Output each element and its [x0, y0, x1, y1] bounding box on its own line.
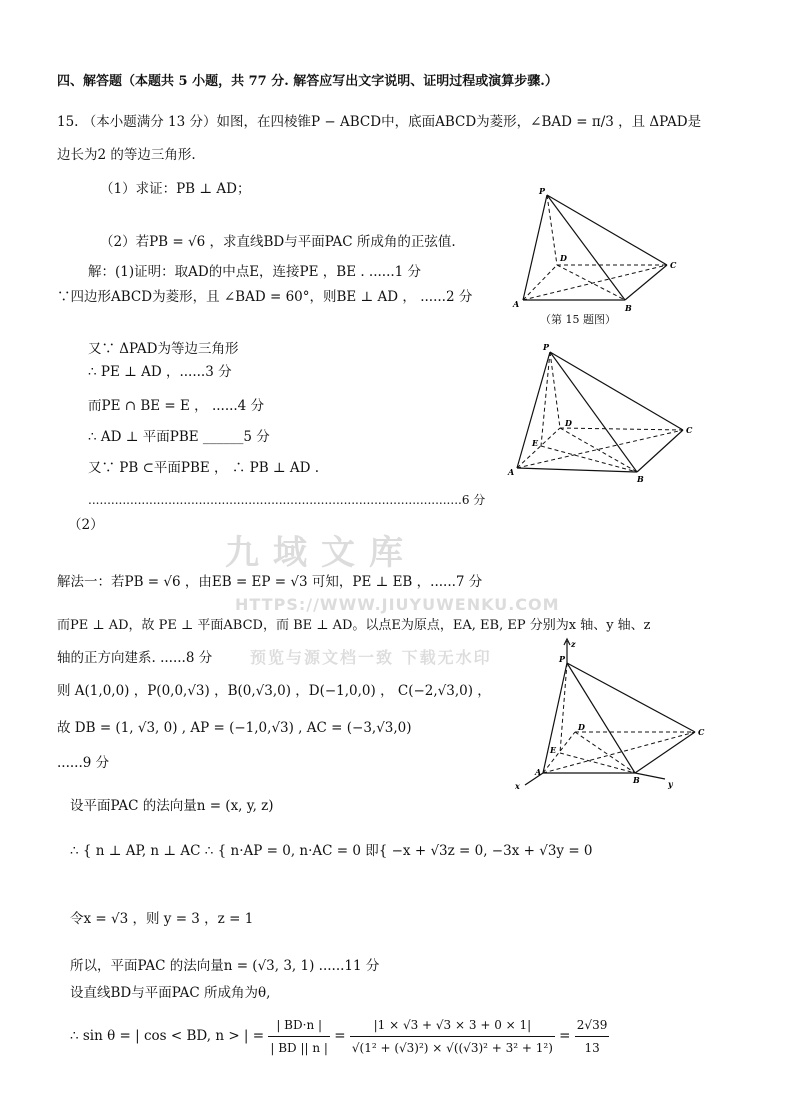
solution-line: 设平面PAC 的法向量n = (x, y, z) [70, 798, 274, 814]
watermark-title: 九域文库 [225, 533, 417, 573]
solution-line: ......9 分 [57, 755, 110, 771]
solution-line: 又∵ PB ⊂平面PBE ， ∴ PB ⊥ AD . [88, 460, 320, 476]
problem-part2: （2）若PB = √6 ，求直线BD与平面PAC 所成角的正弦值. [100, 234, 456, 250]
label-a: A [508, 467, 515, 477]
label-c: C [698, 727, 705, 737]
solution-line: ∴ PE ⊥ AD ，......3 分 [88, 364, 232, 380]
label-a: A [535, 767, 542, 777]
numerator: |1 × √3 + √3 × 3 + 0 × 1| [350, 1014, 555, 1037]
label-a: A [513, 299, 520, 309]
label-b: B [637, 474, 644, 484]
denominator: √(1² + (√3)²) × √((√3)² + 3² + 1²) [351, 1041, 553, 1055]
final-formula: ∴ sin θ = | cos < BD, n > | = $\frac{| BD\cdot n |}{| BD || n |}$ = $\frac{|1 \times √3 + √3 \times 3 + 0 \times 1|}{\text{√(1² + (√3)²) × √((√3)² + 3² + 1²)}}$ = $\frac{2√39}{13}$ [70, 1014, 609, 1059]
solution-line: 而PE ∩ BE = E ， ......4 分 [88, 398, 265, 414]
solution-line: ∴ AD ⊥ 平面PBE ______5 分 [88, 429, 270, 445]
label-d: D [578, 722, 585, 732]
label-p: P [543, 342, 550, 352]
pyramid-figure-3 [505, 635, 705, 795]
label-x: x [515, 781, 520, 791]
label-p: P [539, 186, 546, 196]
fraction [350, 1014, 555, 1059]
label-c: C [686, 425, 693, 435]
fraction [268, 1014, 330, 1059]
solution-line: 故 DB = (1, √3, 0) , AP = (−1,0,√3) , AC = (−3,√3,0) [57, 720, 412, 736]
denominator: | BD || n | [270, 1041, 328, 1055]
pyramid-figure-2 [505, 340, 705, 485]
solution-line: 设直线BD与平面PAC 所成角为θ, [70, 985, 271, 1001]
label-c: C [670, 260, 677, 270]
problem-statement-line2: 边长为2 的等边三角形. [57, 147, 196, 163]
numerator: | BD·n | [268, 1014, 330, 1037]
solution-line: ∵四边形ABCD为菱形，且 ∠BAD = 60°，则BE ⊥ AD ， ......2 分 [57, 289, 473, 305]
problem-statement-line1: 15. （本小题满分 13 分）如图，在四棱锥P − ABCD中，底面ABCD为菱形，∠BAD = π/3 ，且 ΔPAD是 [57, 114, 702, 130]
fraction [575, 1014, 610, 1059]
section-heading: 四、解答题（本题共 5 小题，共 77 分. 解答应写出文字说明、证明过程或演算步骤.） [57, 74, 558, 89]
figure-caption: （第 15 题图） [540, 313, 616, 326]
problem-part1: （1）求证：PB ⊥ AD； [100, 181, 251, 197]
solution-line: 而PE ⊥ AD，故 PE ⊥ 平面ABCD，而 BE ⊥ AD。以点E为原点，EA, EB, EP 分别为x 轴、y 轴、z [57, 618, 651, 633]
label-z: z [571, 639, 576, 649]
solution-line: ∴ { n ⊥ AP, n ⊥ AC ∴ { n·AP = 0, n·AC = 0 即{ −x + √3z = 0, −3x + √3y = 0 [70, 843, 593, 859]
label-y: y [668, 779, 673, 789]
pyramid-figure-1 [505, 185, 695, 315]
label-e: E [532, 438, 539, 448]
solution-line: 所以，平面PAC 的法向量n = (√3, 3, 1) ......11 分 [70, 958, 380, 974]
label-b: B [625, 303, 632, 313]
label-p: P [559, 654, 566, 664]
solution-line: （2） [68, 517, 104, 533]
label-d: D [560, 253, 567, 263]
formula-lhs: ∴ sin θ = | cos < BD, n > | = [70, 1028, 265, 1044]
label-d: D [565, 418, 572, 428]
label-e: E [550, 745, 557, 755]
solution-line: ..................................................................................................6 分 [88, 493, 486, 507]
solution-line: 解法一：若PB = √6 ，由EB = EP = √3 可知，PE ⊥ EB ，......7 分 [57, 574, 483, 590]
solution-line: 又∵ ΔPAD为等边三角形 [88, 341, 239, 357]
solution-line: 轴的正方向建系. ......8 分 [57, 650, 213, 666]
watermark-url: HTTPS://WWW.JIUYUWENKU.COM [235, 595, 560, 614]
solution-line: 则 A(1,0,0) ，P(0,0,√3) ，B(0,√3,0) ，D(−1,0,0) ， C(−2,√3,0) ， [57, 683, 491, 699]
label-b: B [633, 775, 640, 785]
numerator: 2√39 [575, 1014, 610, 1037]
denominator: 13 [584, 1041, 600, 1055]
solution-line: 解：(1)证明：取AD的中点E，连接PE ，BE . ......1 分 [88, 264, 422, 280]
watermark-slogan: 预览与源文档一致 下载无水印 [250, 648, 492, 667]
solution-line: 令x = √3 ，则 y = 3 ，z = 1 [70, 911, 254, 927]
